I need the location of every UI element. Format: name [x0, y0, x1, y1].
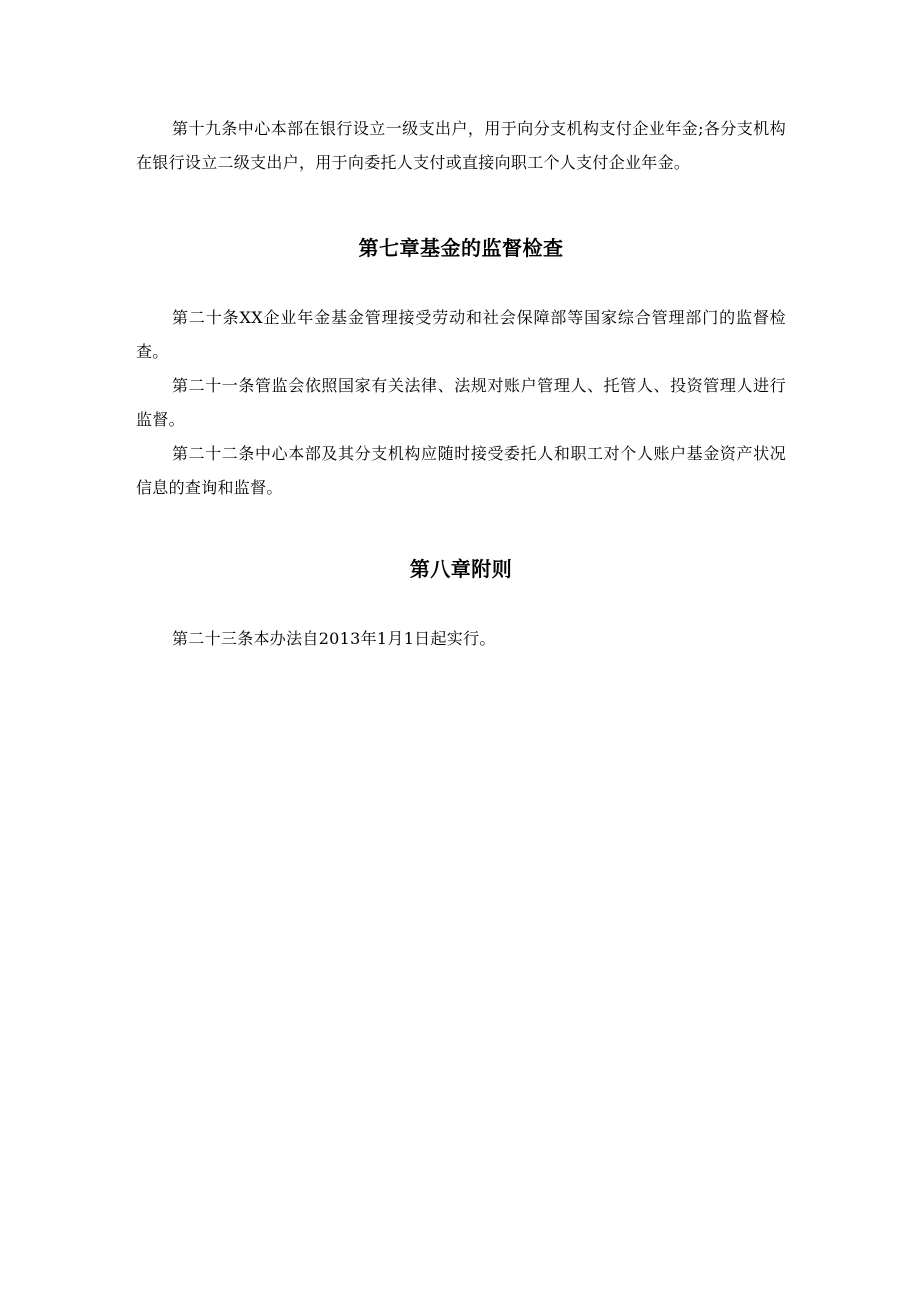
article-19: 第十九条中心本部在银行设立一级支出户，用于向分支机构支付企业年金;各分支机构在银行设立二级支出户，用于向委托人支付或直接向职工个人支付企业年金。 — [136, 119, 786, 172]
article-21: 第二十一条管监会依照国家有关法律、法规对账户管理人、托管人、投资管理人进行监督。 — [136, 376, 786, 429]
article-22: 第二十二条中心本部及其分支机构应随时接受委托人和职工对个人账户基金资产状况信息的查询和监督。 — [136, 444, 786, 497]
article-20: 第二十条XX企业年金基金管理接受劳动和社会保障部等国家综合管理部门的监督检查。 — [136, 308, 786, 361]
article-23: 第二十三条本办法自2013年1月1日起实行。 — [172, 629, 496, 648]
chapter-7-title: 第七章基金的监督检查 — [358, 236, 564, 260]
chapter-8-title: 第八章附则 — [409, 557, 513, 581]
document-body — [136, 112, 786, 656]
